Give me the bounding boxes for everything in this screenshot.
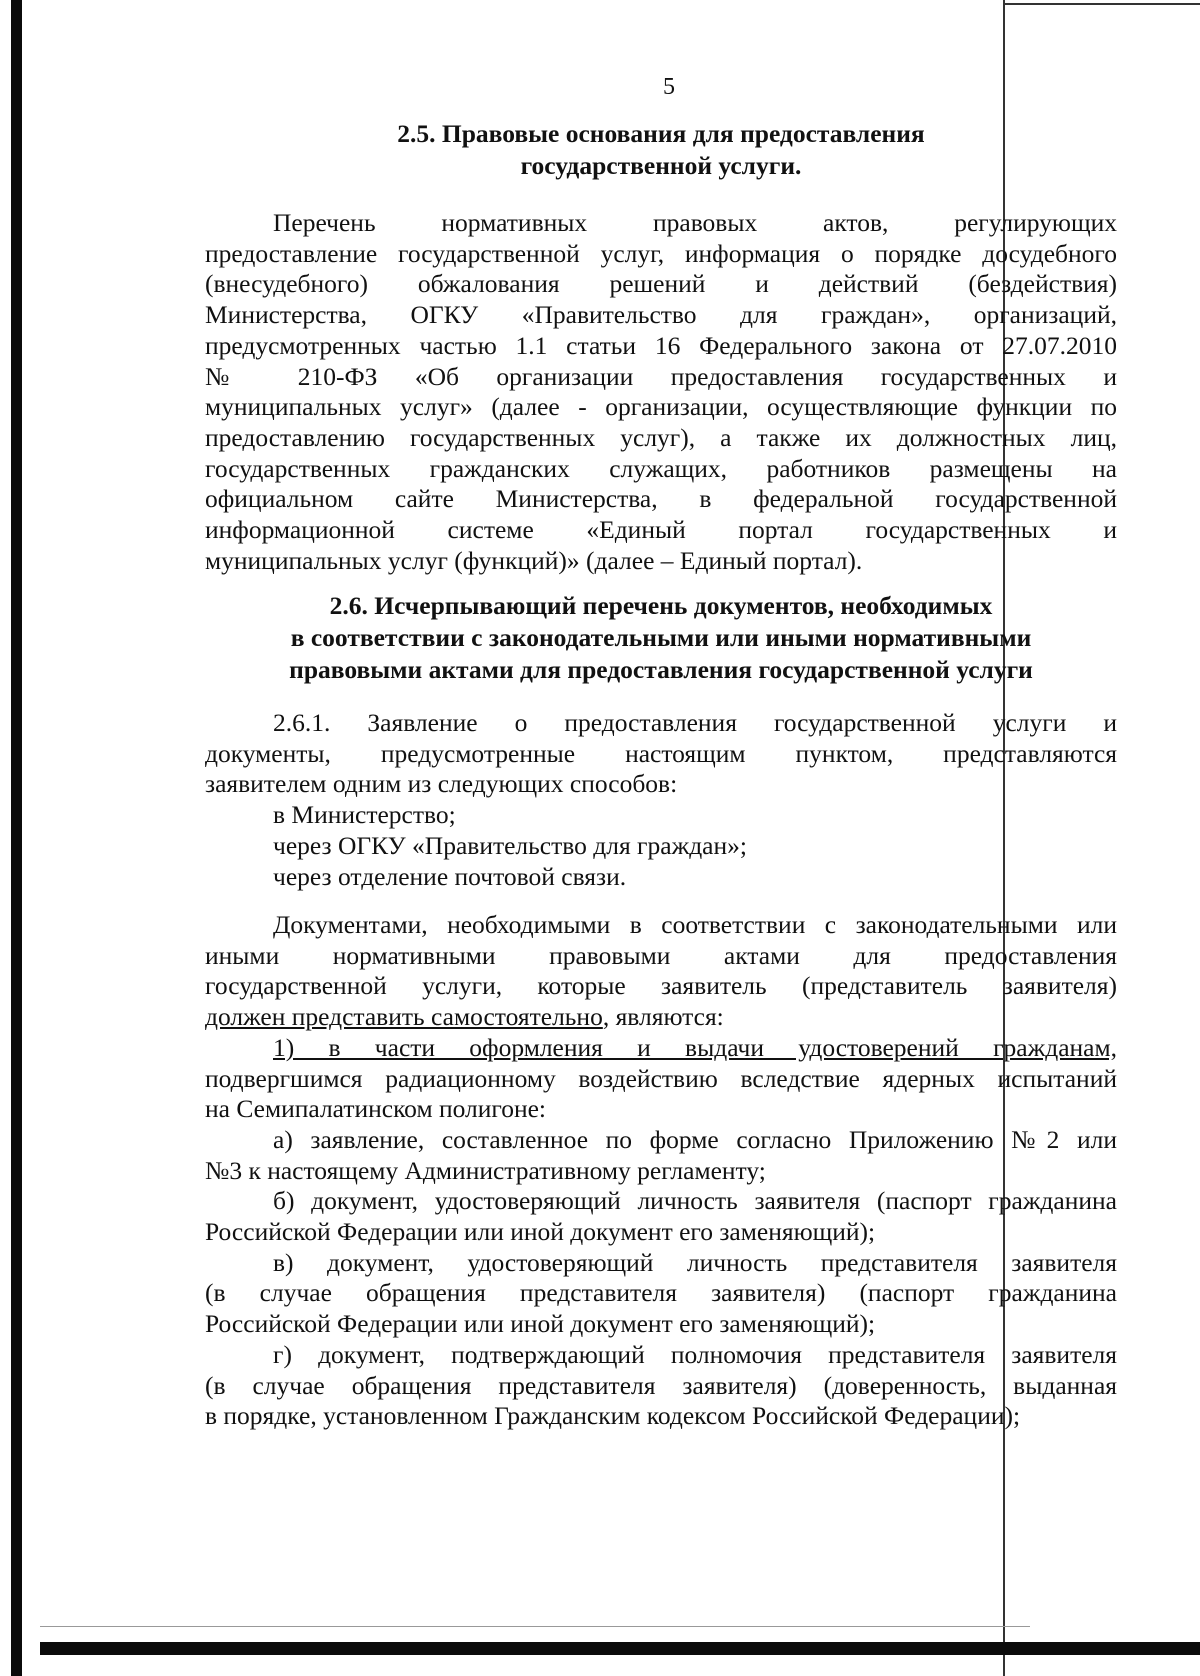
list-item: через ОГКУ «Правительство для граждан»; <box>273 830 747 860</box>
list-item: а) заявление, составленное по форме согласно Приложению №2 или <box>273 1124 1117 1154</box>
scan-bottom-edge <box>40 1642 1200 1655</box>
text-line: Российской Федерации или иной документ его заменяющий); <box>205 1217 876 1247</box>
list-item: в Министерство; <box>273 800 456 830</box>
heading-line: 2.5. Правовые основания для предоставления <box>397 119 925 148</box>
text-line: предоставлению государственных услуг), а также их должностных лиц, <box>205 422 1117 452</box>
text-line: муниципальных услуг (функций)» (далее – Единый портал). <box>205 545 863 575</box>
text-line: предоставление государственной услуг, информация о порядке досудебного <box>205 238 1117 268</box>
scan-left-edge <box>11 0 22 1676</box>
heading-line: в соответствии с законодательными или иными нормативными <box>290 623 1032 652</box>
underlined-text: должен представить самостоятельно <box>205 1002 603 1032</box>
text-line: Перечень нормативных правовых актов, регулирующих <box>273 208 1117 237</box>
page-number: 5 <box>663 74 675 100</box>
text-line <box>205 1002 1117 1033</box>
scan-bottom-line <box>40 1626 1030 1627</box>
list-item: б) документ, удостоверяющий личность заявителя (паспорт гражданина <box>273 1186 1117 1216</box>
scan-top-edge <box>1003 3 1200 5</box>
text-line: государственных гражданских служащих, работников размещены на <box>205 453 1117 483</box>
text-line: (внесудебного) обжалования решений и действий (бездействия) <box>205 269 1117 299</box>
text-line: (в случае обращения представителя заявителя) (паспорт гражданина <box>205 1278 1117 1308</box>
text-line: государственной услуги, которые заявитель (представитель заявителя) <box>205 971 1117 1001</box>
text-line: предусмотренных частью 1.1 статьи 16 Федерального закона от 27.07.2010 <box>205 330 1117 360</box>
list-item: г) документ, подтверждающий полномочия представителя заявителя <box>273 1339 1117 1369</box>
text-tail: , являются: <box>602 1002 724 1032</box>
list-item: 1) в части оформления и выдачи удостоверений гражданам, <box>273 1032 1117 1062</box>
text-line: в порядке, установленном Гражданским кодексом Российской Федерации); <box>205 1401 1021 1431</box>
documents-intro <box>205 910 1117 1432</box>
section-2-6-heading <box>205 590 1117 686</box>
text-line: 2.6.1. Заявление о предоставления государственной услуги и <box>273 708 1117 737</box>
section-2-5-paragraph <box>205 208 1117 576</box>
text-line: иными нормативными правовыми актами для предоставления <box>205 940 1117 970</box>
text-line: на Семипалатинском полигоне: <box>205 1094 547 1124</box>
text-line: заявителем одним из следующих способов: <box>205 769 678 799</box>
text-line: информационной системе «Единый портал государственных и <box>205 515 1117 545</box>
heading-line: государственной услуги. <box>520 151 802 180</box>
text-line: Российской Федерации или иной документ его заменяющий); <box>205 1309 876 1339</box>
text-line: подвергшимся радиационному воздействию вследствие ядерных испытаний <box>205 1063 1117 1093</box>
text-line: Министерства, ОГКУ «Правительство для граждан», организаций, <box>205 300 1117 330</box>
paragraph-2-6-1 <box>205 708 1117 892</box>
section-2-5-heading <box>205 118 1117 182</box>
list-item: в) документ, удостоверяющий личность представителя заявителя <box>273 1247 1117 1277</box>
text-line: Документами, необходимыми в соответствии с законодательными или <box>273 910 1117 939</box>
text-line: документы, предусмотренные настоящим пунктом, представляются <box>205 738 1117 768</box>
text-line: (в случае обращения представителя заявителя) (доверенность, выданная <box>205 1370 1117 1400</box>
heading-line: правовыми актами для предоставления государственной услуги <box>289 655 1033 684</box>
text-line: муниципальных услуг» (далее - организации, осуществляющие функции по <box>205 392 1117 422</box>
text-line: официальном сайте Министерства, в федеральной государственной <box>205 484 1117 514</box>
heading-line: 2.6. Исчерпывающий перечень документов, необходимых <box>329 591 993 620</box>
text-line: №3 к настоящему Административному регламенту; <box>205 1155 766 1185</box>
list-item: через отделение почтовой связи. <box>273 861 627 891</box>
text-line: № 210-ФЗ «Об организации предоставления государственных и <box>205 361 1117 391</box>
